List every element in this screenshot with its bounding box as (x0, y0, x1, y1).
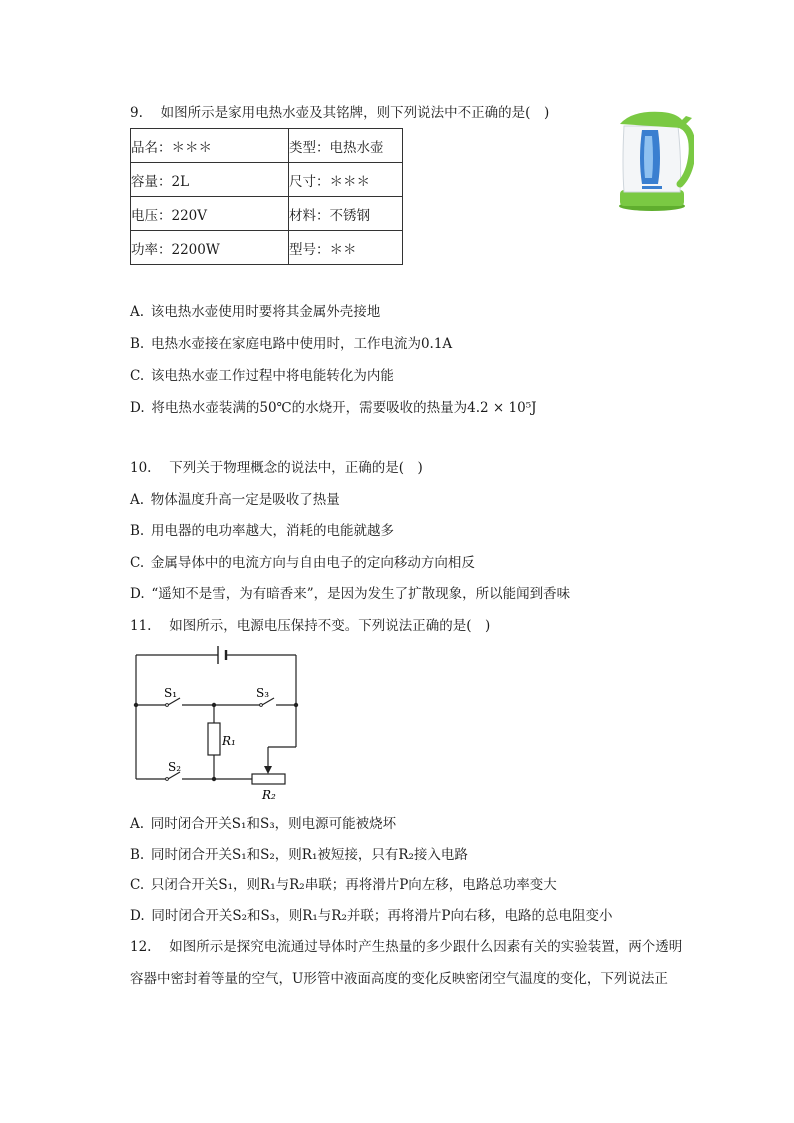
table-cell: 品名：＊＊＊ (131, 129, 289, 163)
question-11-option-a: A. 同时闭合开关S₁和S₃，则电源可能被烧坏 (130, 816, 397, 832)
question-9-option-d: D. 将电热水壶装满的50℃的水烧开，需要吸收的热量为4.2 × 10⁵J (130, 400, 537, 416)
nameplate-table (130, 128, 403, 265)
question-10-option-b: B. 用电器的电功率越大，消耗的电能就越多 (130, 523, 394, 539)
table-row (131, 129, 403, 163)
question-11-option-b: B. 同时闭合开关S₁和S₂，则R₁被短接，只有R₂接入电路 (130, 847, 468, 863)
table-row (131, 197, 403, 231)
question-9-option-b: B. 电热水壶接在家庭电路中使用时，工作电流为0.1A (130, 336, 453, 352)
question-11-stem: 11. 如图所示，电源电压保持不变。下列说法正确的是( ) (130, 618, 491, 634)
table-row (131, 231, 403, 265)
question-10-option-d: D. “遥知不是雪，为有暗香来”，是因为发生了扩散现象，所以能闻到香味 (130, 586, 571, 602)
question-11-option-d: D. 同时闭合开关S₂和S₃，则R₁与R₂并联；再将滑片P向右移，电路的总电阻变小 (130, 908, 613, 924)
question-9-stem: 9. 如图所示是家用电热水壶及其铭牌，则下列说法中不正确的是( ) (130, 105, 550, 121)
table-row (131, 163, 403, 197)
question-10-stem: 10. 下列关于物理概念的说法中，正确的是( ) (130, 460, 423, 476)
question-12-stem-line-2: 容器中密封着等量的空气，U形管中液面高度的变化反映密闭空气温度的变化，下列说法正 (130, 971, 668, 987)
table-cell: 电压：220V (131, 197, 289, 231)
question-10-option-a: A. 物体温度升高一定是吸收了热量 (130, 492, 340, 508)
table-cell: 容量：2L (131, 163, 289, 197)
switch-s1-label: S₁ (164, 686, 178, 700)
switch-s2-label: S₂ (168, 760, 182, 774)
table-cell: 型号：＊＊ (289, 231, 403, 265)
question-9-option-c: C. 该电热水壶工作过程中将电能转化为内能 (130, 368, 394, 384)
resistor-r1-label: R₁ (222, 734, 236, 748)
table-cell: 尺寸：＊＊＊ (289, 163, 403, 197)
table-cell: 类型：电热水壶 (289, 129, 403, 163)
question-11-option-c: C. 只闭合开关S₁，则R₁与R₂串联；再将滑片P向左移，电路总功率变大 (130, 877, 557, 893)
circuit-diagram (128, 643, 303, 808)
question-10-option-c: C. 金属导体中的电流方向与自由电子的定向移动方向相反 (130, 555, 475, 571)
electric-kettle-image (612, 104, 694, 212)
switch-s3-label: S₃ (256, 686, 270, 700)
question-9-option-a: A. 该电热水壶使用时要将其金属外壳接地 (130, 304, 381, 320)
table-cell: 功率：2200W (131, 231, 289, 265)
table-cell: 材料：不锈钢 (289, 197, 403, 231)
question-12-stem-line-1: 12. 如图所示是探究电流通过导体时产生热量的多少跟什么因素有关的实验装置，两个透明 (130, 939, 683, 955)
resistor-r2-label: R₂ (262, 788, 276, 802)
